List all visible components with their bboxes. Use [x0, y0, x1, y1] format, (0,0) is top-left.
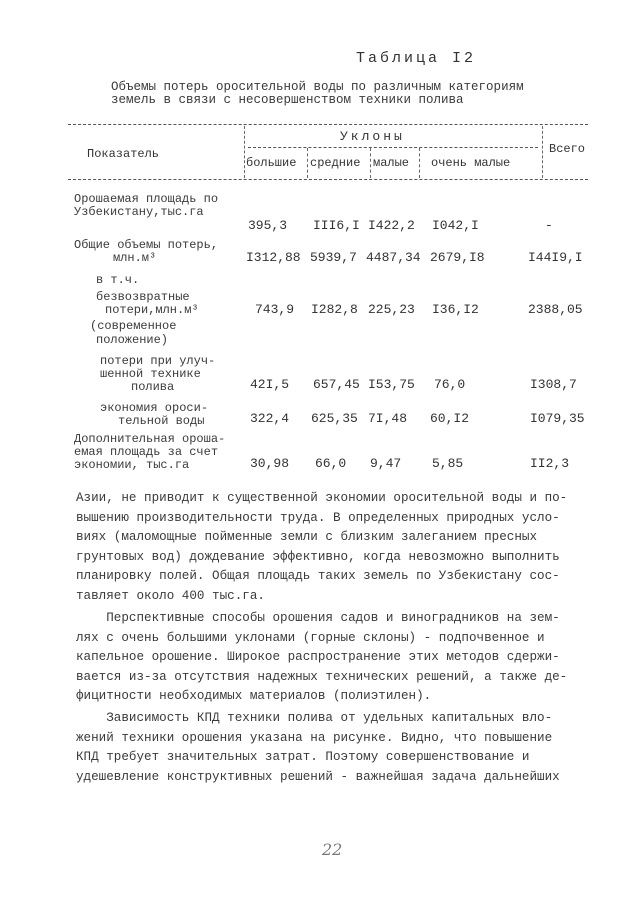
table-label: Таблица I2	[356, 50, 477, 67]
table-cell: I53,75	[368, 377, 415, 392]
row-label: экономии, тыс.га	[74, 458, 190, 472]
table-cell: III6,I	[313, 218, 360, 233]
table-cell: I042,I	[432, 218, 479, 233]
slopes-group-left-rule	[244, 126, 245, 178]
table-cell: 657,45	[313, 377, 360, 392]
header-col-very-small: очень малые	[431, 156, 511, 170]
text-line: вышению производительности труда. В определенных природных усло-	[76, 510, 560, 525]
text-line: капельное орошение. Широкое распространение этих методов сдержи-	[76, 650, 560, 665]
table-cell: 395,3	[248, 218, 288, 233]
header-indicator: Показатель	[87, 147, 160, 161]
text-line: удешевление конструктивных решений - важнейшая задача дальнейших	[76, 769, 560, 784]
row-label: Общие объемы потерь,	[74, 238, 219, 252]
paragraph-2	[76, 609, 596, 707]
row-label: шенной технике	[100, 367, 201, 381]
table-cell: 4487,34	[366, 250, 421, 265]
text-line: лях с очень большими уклонами (горные склоны) - подпочвенное и	[76, 630, 545, 645]
text-line: КПД требует значительных затрат. Поэтому совершенствование и	[76, 750, 530, 765]
table-cell: I312,88	[246, 250, 301, 265]
row-label: млн.м³	[113, 251, 157, 265]
row-label: экономия ороси-	[100, 401, 209, 415]
row-label: положение)	[96, 333, 169, 347]
row-label: полива	[131, 380, 175, 394]
header-slopes-group: Уклоны	[340, 129, 405, 144]
table-cell: II2,3	[530, 456, 570, 471]
table-cell: 625,35	[311, 411, 358, 426]
header-col-medium: средние	[310, 156, 361, 170]
table-cell: I36,I2	[432, 302, 479, 317]
text-line: Азии, не приводит к существенной экономии оросительной воды и по-	[76, 491, 568, 505]
row-label: безвозвратные	[96, 290, 190, 304]
table-cell: I282,8	[311, 302, 358, 317]
table-cell: 30,98	[250, 456, 290, 471]
paragraph-1	[76, 489, 596, 607]
table-caption-line-1: Объемы потерь оросительной воды по различным категориям	[111, 80, 524, 94]
table-cell: 322,4	[250, 411, 290, 426]
paragraph-3	[76, 709, 596, 787]
table-cell: 2388,05	[528, 302, 583, 317]
slopes-group-right-rule	[542, 126, 543, 178]
table-cell: 5,85	[432, 456, 464, 471]
text-line: жений техники орошения указана на рисунке. Видно, что повышение	[76, 730, 553, 745]
table-header-rule	[68, 179, 588, 180]
page-number: 22	[322, 840, 343, 859]
row-label: емая площадь за счет	[74, 445, 219, 459]
row-label: потери при улуч-	[100, 354, 216, 368]
row-label: потери,млн.м³	[105, 303, 199, 317]
row-label: Дополнительная ороша-	[74, 432, 226, 446]
column-divider	[370, 148, 371, 178]
text-line: виях (маломощные пойменные земли с близким залеганием пресных	[76, 530, 538, 545]
row-label: тельной воды	[118, 414, 205, 428]
table-cell: I44I9,I	[528, 250, 583, 265]
text-line: Зависимость КПД техники полива от удельных капитальных вло-	[76, 711, 553, 725]
table-caption-line-2: земель в связи с несовершенством техники полива	[111, 93, 464, 107]
table-cell: 60,I2	[430, 411, 470, 426]
column-divider	[419, 148, 420, 178]
header-col-large: большие	[246, 156, 297, 170]
text-line: грунтовых вод) дождевание эффективно, когда невозможно выполнить	[76, 549, 560, 564]
row-label: (современное	[90, 319, 177, 333]
text-line: планировку полей. Общая площадь таких земель по Узбекистану сос-	[76, 569, 560, 584]
table-cell: I079,35	[530, 411, 585, 426]
row-label: Узбекистану,тыс.га	[74, 205, 204, 219]
table-cell: I422,2	[368, 218, 415, 233]
text-line: тавляет около 400 тыс.га.	[76, 588, 265, 603]
header-total: Всего	[549, 142, 586, 156]
row-label: Орошаемая площадь по	[74, 192, 219, 206]
column-divider	[307, 148, 308, 178]
table-cell: 7I,48	[368, 411, 408, 426]
text-line: фицитности необходимых материалов (полиэтилен).	[76, 689, 432, 704]
table-cell: 66,0	[315, 456, 347, 471]
header-col-small: малые	[373, 156, 410, 170]
table-cell: 743,9	[255, 302, 295, 317]
table-cell: 2679,I8	[430, 250, 485, 265]
table-top-rule	[68, 124, 588, 125]
table-cell: 5939,7	[310, 250, 357, 265]
table-cell: 42I,5	[250, 377, 290, 392]
table-cell: 76,0	[434, 377, 466, 392]
table-cell: 225,23	[368, 302, 415, 317]
table-cell: I308,7	[530, 377, 577, 392]
table-cell: -	[545, 218, 553, 233]
row-label: в т.ч.	[96, 273, 140, 287]
text-line: Перспективные способы орошения садов и виноградников на зем-	[76, 611, 560, 625]
slopes-group-underline	[248, 147, 538, 148]
table-cell: 9,47	[370, 456, 402, 471]
text-line: вается из-за отсутствия надежных технических решений, а также де-	[76, 669, 568, 684]
